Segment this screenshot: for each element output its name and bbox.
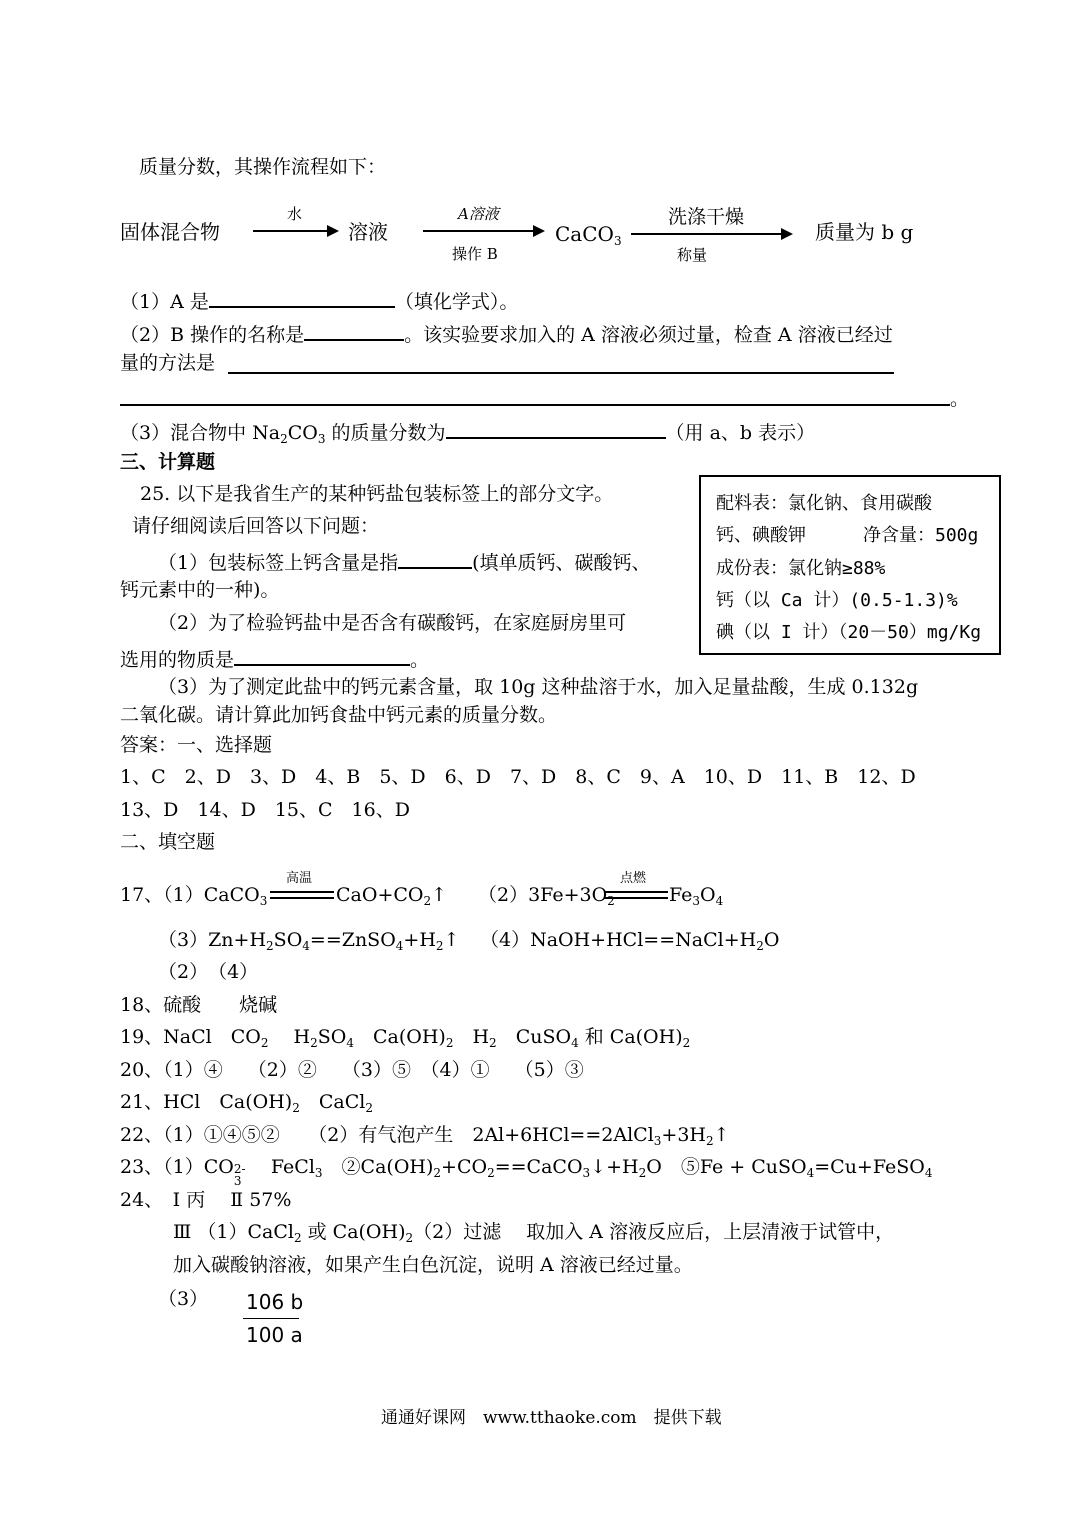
condition-high-temp: 高温 (286, 871, 313, 886)
flow-arrow2-label-top: A溶液 (458, 205, 499, 223)
p25-line5: （2）为了检验钙盐中是否含有碳酸钙，在家庭厨房里可 (158, 612, 627, 634)
p25-line3: （1）包装标签上钙含量是指 (填单质钙、碳酸钙、 (158, 549, 651, 573)
answer-22: 22、（1）①④⑤② （2）有气泡产生 $2Al+6HCl==2AlCl_3+3H_2↑$ (120, 1124, 730, 1148)
answers-section2: 二、填空题 (120, 831, 216, 853)
label-row-ingredients-2: 钙、碘酸钾 (716, 525, 806, 546)
answer-line[interactable] (120, 404, 950, 406)
question-2-line2: 量的方法是 (120, 352, 216, 374)
label-row-iodine: 碘（以 I 计）（20－50）mg/Kg (716, 622, 982, 643)
answer-20: 20、（1）④ （2）② （3）⑤ （4）① （5）③ (120, 1059, 584, 1081)
label-row-calcium: 钙（以 Ca 计）(0.5-1.3)% (716, 590, 958, 611)
answer-24-line1: 24、 Ⅰ 丙 Ⅱ 57% (120, 1189, 292, 1211)
answer-24-line4: （3） (158, 1288, 209, 1310)
package-label-box (699, 475, 1001, 655)
p25-line6: 选用的物质是 。 (120, 646, 429, 670)
flow-arrow1-line (253, 230, 329, 232)
fraction-bar (243, 1318, 299, 1319)
answer-24-line3: 加入碳酸钠溶液，如果产生白色沉淀，说明 A 溶液已经过量。 (173, 1254, 693, 1276)
flow-arrow3-line (631, 233, 783, 235)
condition-ignite: 点燃 (620, 871, 647, 886)
answer-blank[interactable] (209, 288, 395, 308)
answer-line[interactable] (228, 372, 894, 374)
answer-blank[interactable] (446, 419, 666, 439)
p25-line8: 二氧化碳。请计算此加钙食盐中钙元素的质量分数。 (120, 704, 558, 726)
answer-17-eq4: $(4)NaOH+HCl==NaCl+H_2O$ (480, 929, 780, 953)
p25-line2: 请仔细阅读后回答以下问题： (132, 515, 380, 537)
fraction-denominator: 100 a (246, 1323, 303, 1347)
flow-node-caco3: CaCO$_3$ (555, 222, 622, 248)
flow-end: 质量为 b g (815, 220, 914, 244)
arrow-right-icon (533, 225, 545, 237)
answer-17-eq2-products: $Fe_3O_4$ (669, 884, 724, 908)
answers-row1: 1、C 2、D 3、D 4、B 5、D 6、D 7、D 8、C 9、A 10、D 11、B 12、D (120, 766, 916, 788)
arrow-right-icon (327, 225, 339, 237)
section-title-calc: 三、计算题 (120, 451, 216, 473)
equals-sign-line (270, 891, 334, 893)
flow-node-solution: 溶液 (348, 220, 388, 244)
label-row-composition: 成份表：氯化钠≥88% (716, 558, 886, 579)
label-row-ingredients: 配料表：氯化钠、食用碳酸 (716, 493, 932, 514)
arrow-right-icon (781, 228, 793, 240)
answer-blank[interactable] (234, 646, 410, 666)
answer-23: 23、（1）CO 2- 3 FeCl$_3$ $②Ca(OH)_2+CO_2==CaCO_3↓+H_2O$ ⑤Fe + CuSO$_4$=Cu+FeSO$_4$ (120, 1156, 933, 1188)
answer-17-line3: （2） （4） (158, 961, 259, 983)
flow-arrow1-label: 水 (287, 205, 303, 223)
flow-arrow3-label-bottom: 称量 (677, 246, 708, 264)
flow-start: 固体混合物 (120, 220, 220, 244)
question-3: （3）混合物中 $Na_2CO_3$ 的质量分数为 （用 a、b 表示） (120, 419, 815, 445)
answer-17-eq1: 17、（1）CaCO$_3$ (120, 884, 268, 908)
question-2-end: 。 (950, 388, 970, 410)
equals-sign-line (270, 897, 334, 899)
question-1: （1）A 是 （填化学式）。 (120, 288, 518, 312)
answer-17-eq3: $(3)Zn+H_2SO_4==ZnSO_4+H_2↑$ (158, 929, 460, 953)
question-2-line1: （2）B 操作的名称是 。该实验要求加入的 A 溶液必须过量，检查 A 溶液已经过 (120, 321, 893, 345)
label-row-net-content: 净含量：500g (863, 525, 979, 546)
equals-sign-line (604, 897, 668, 899)
p25-line7: （3）为了测定此盐中的钙元素含量，取 10g 这种盐溶于水，加入足量盐酸，生成 0.132g (158, 676, 919, 698)
answers-row2: 13、D 14、D 15、C 16、D (120, 799, 410, 821)
answer-18: 18、硫酸 烧碱 (120, 994, 278, 1016)
p25-line1: 25. 以下是我省生产的某种钙盐包装标签上的部分文字。 (140, 483, 614, 505)
flow-arrow2-line (423, 230, 535, 232)
p25-line4: 钙元素中的一种)。 (120, 579, 280, 601)
flow-arrow2-label-bottom: 操作 B (452, 245, 498, 263)
fraction-numerator: 106 b (246, 1290, 304, 1314)
answer-blank[interactable] (398, 549, 472, 569)
answer-19: 19、NaCl $CO_2$ $H_2SO_4$ $Ca(OH)_2$ $H_2$ CuSO$_4$ 和 $Ca(OH)_2$ (120, 1026, 691, 1050)
page-footer: 通通好课网 www.tthaoke.com 提供下载 (381, 1408, 722, 1428)
equals-sign-line (604, 891, 668, 893)
answer-21: 21、HCl $Ca(OH)_2$ CaCl$_2$ (120, 1091, 373, 1115)
answer-17-eq1-products: $CaO+CO_2↑$ (336, 884, 448, 908)
answer-17-eq2: $(2)3Fe+3O_2$ (478, 884, 615, 908)
answer-24-line2: Ⅲ （1）CaCl$_2$ 或 $Ca(OH)_2(2)$过滤 取加入 A 溶液反应后，上层清液于试管中， (173, 1221, 895, 1245)
intro-text: 质量分数，其操作流程如下： (139, 156, 387, 178)
answers-title: 答案：一、选择题 (120, 734, 273, 756)
flow-arrow3-label-top: 洗涤干燥 (668, 206, 745, 228)
answer-blank[interactable] (304, 321, 404, 341)
